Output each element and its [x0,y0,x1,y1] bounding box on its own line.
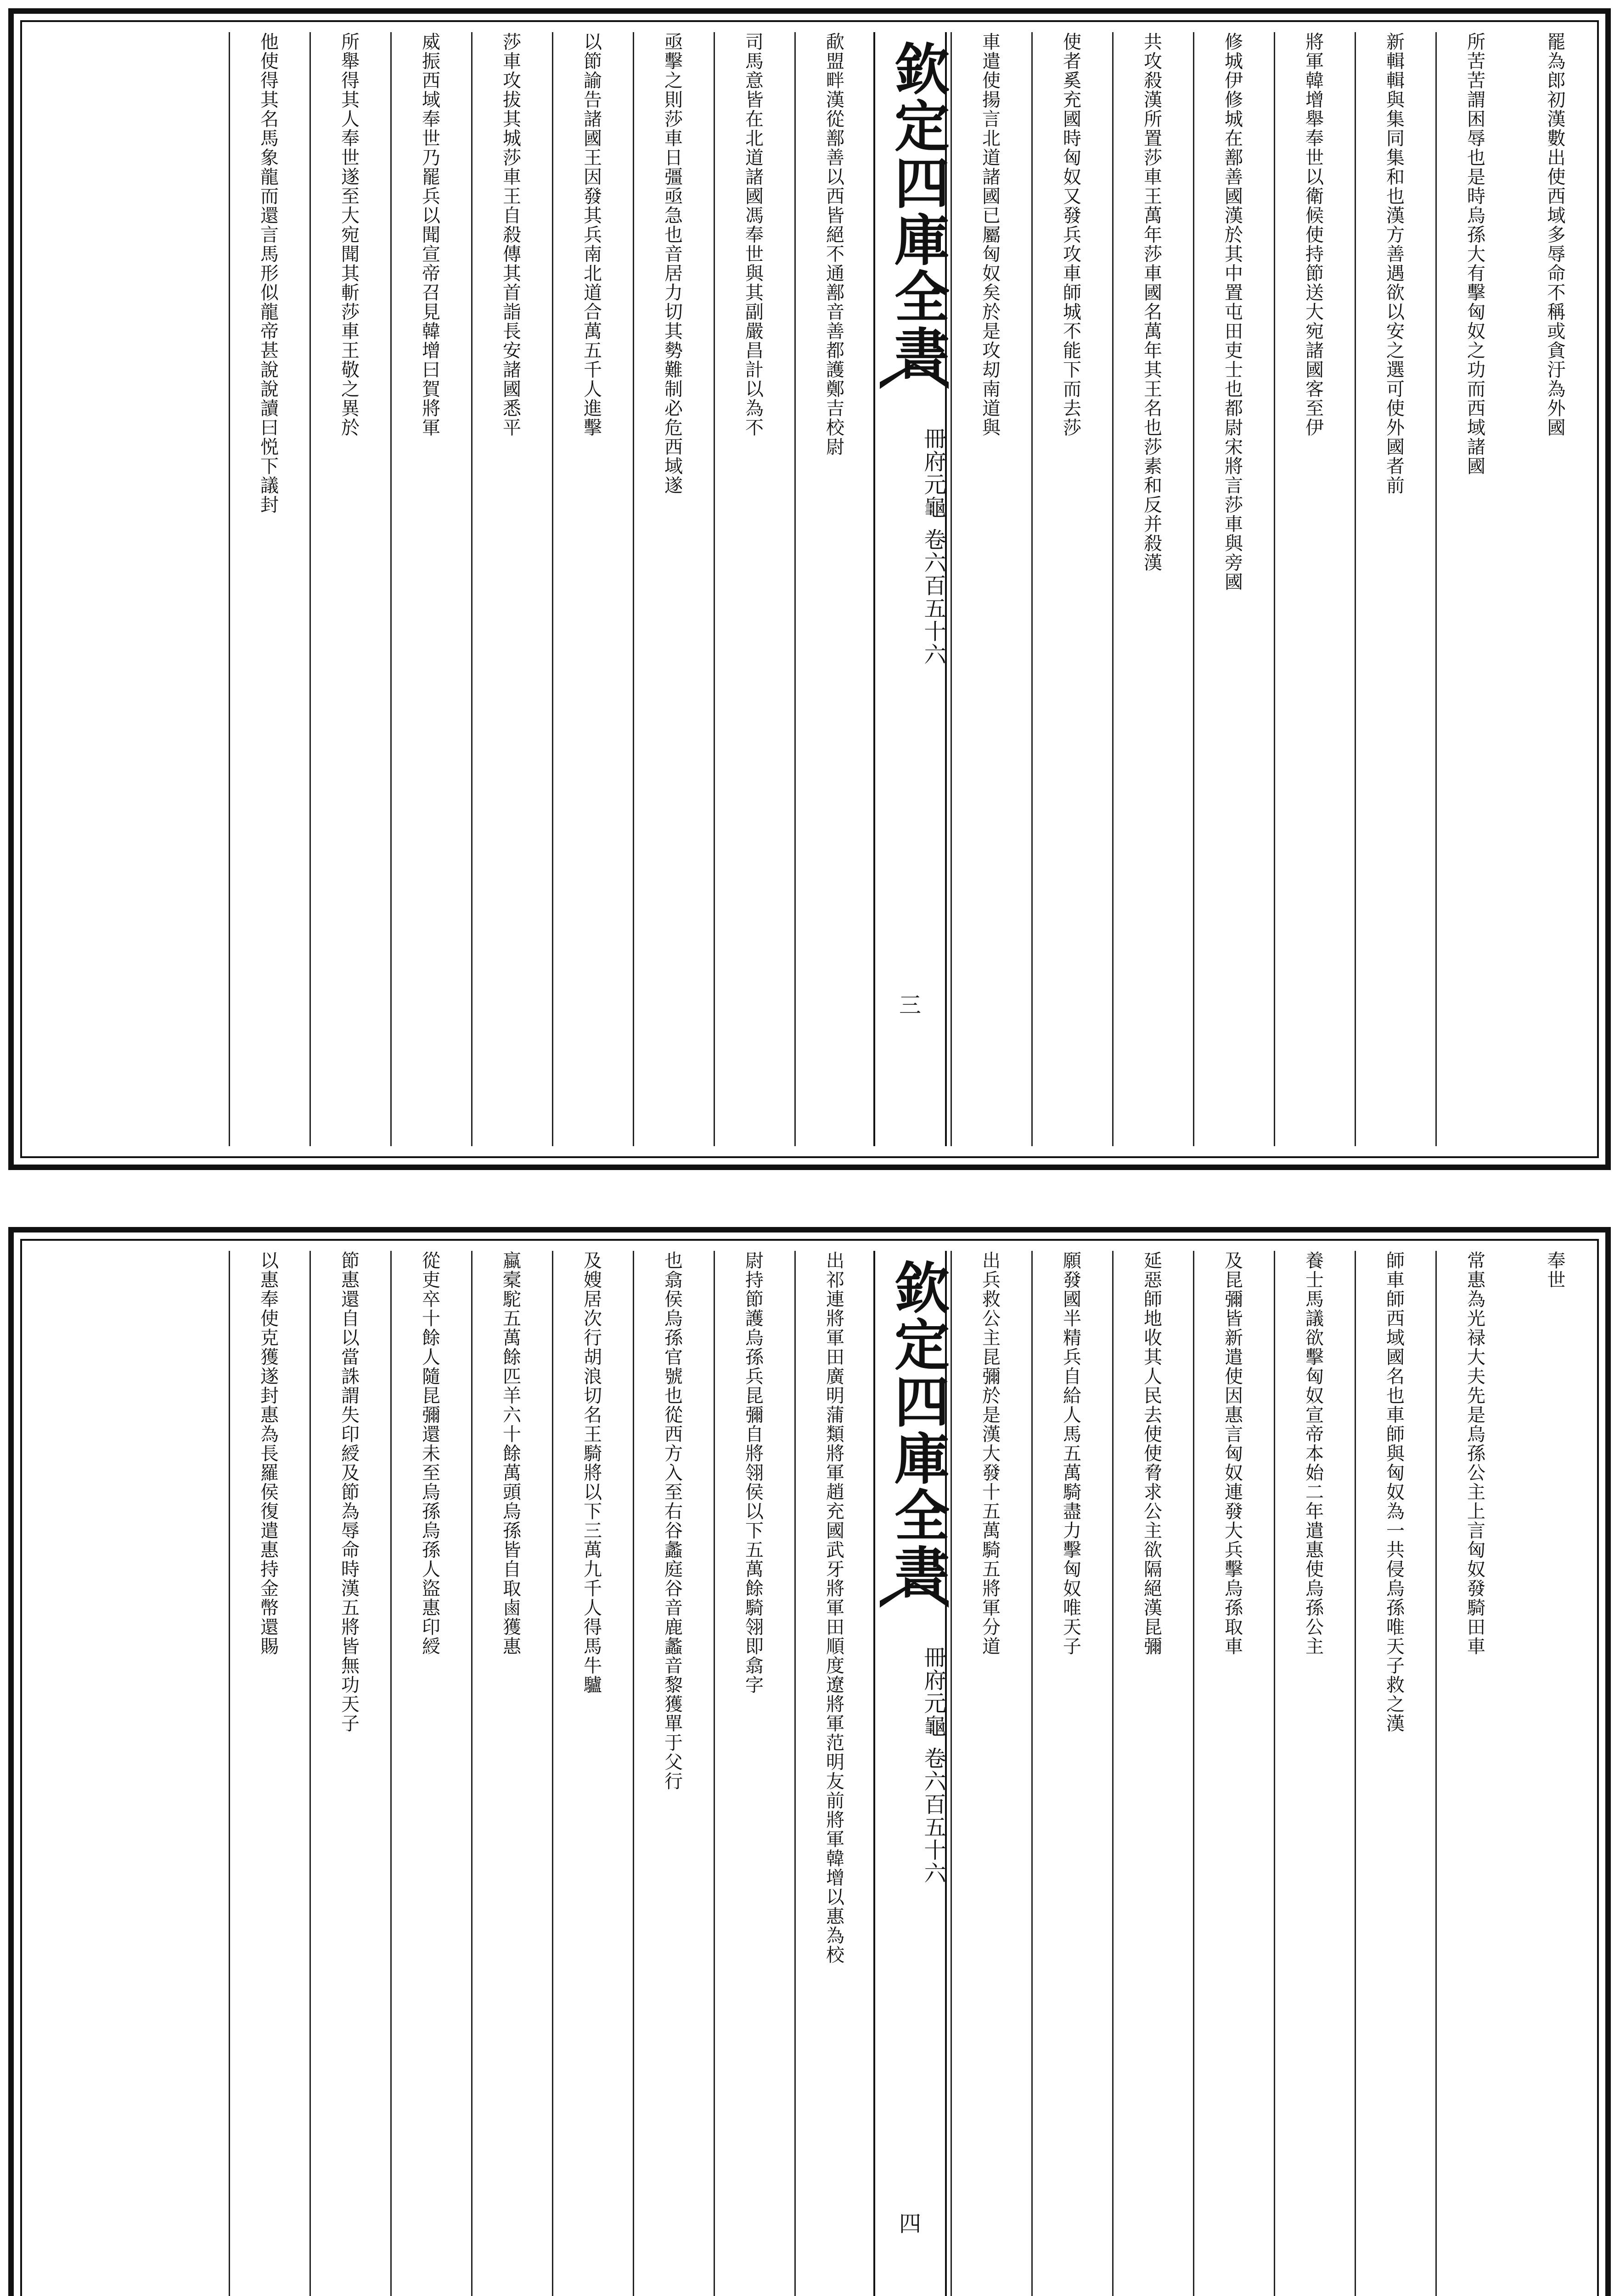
text-column: 出兵救公主昆彌於是漢大發十五萬騎五將軍分道 [951,1251,1028,2296]
text-column: 師車師西域國名也車師與匈奴為一共侵烏孫唯天子救之漢 [1355,1251,1432,2296]
text-column: 節惠還自以當誅謂失印綬及節為辱命時漢五將皆無功天子 [309,1251,387,2296]
center-banner [873,32,950,1146]
text-column: 莎車攻拔其城莎車王自殺傳其首詣長安諸國悉平 [471,32,548,1146]
text-column: 罷為郎初漢數出使西域多辱命不稱或貪汙為外國 [1544,32,1565,437]
text-column: 所舉得其人奉世遂至大宛聞其斬莎車王敬之異於 [309,32,387,1146]
text-column: 也翕侯烏孫官號也從西方入至右谷蠡庭谷音鹿蠡音黎獲單于父行 [633,1251,710,2296]
text-column: 奉世 [1544,1251,1565,1289]
text-column: 以惠奉使克獲遂封惠為長羅侯復遣惠持金幣還賜 [229,1251,306,2296]
top-page [8,8,1611,1170]
banner-page-number: 四 [899,2211,921,2237]
text-column: 威振西域奉世乃罷兵以聞宣帝召見韓增曰賀將軍 [390,32,467,1146]
fish-tail-ornament [880,1581,949,1609]
banner-source: 冊府元龜 [920,427,946,519]
text-column: 延惡師地收其人民去使使脅求公主欲隔絕漢昆彌 [1112,1251,1189,2296]
banner-title: 欽定四庫全書 [885,40,950,382]
bottom-page-frame [20,1239,1599,2296]
banner-source: 冊府元龜 [920,1646,946,1738]
text-column: 車遣使揚言北道諸國已屬匈奴矣於是攻刧南道與 [951,32,1028,1146]
top-page-frame [20,20,1599,1158]
text-column: 所苦苦謂困辱也是時烏孫大有擊匈奴之功而西域諸國 [1435,32,1513,1146]
text-column: 亟擊之則莎車日彊亟急也音居力切其勢難制必危西域遂 [633,32,710,1146]
text-column: 使者奚充國時匈奴又發兵攻車師城不能下而去莎 [1031,32,1108,1146]
banner-volume: 卷六百五十六 [920,528,946,666]
banner-page-number: 三 [899,992,921,1018]
text-column: 司馬意皆在北道諸國馮奉世與其副嚴昌計以為不 [714,32,791,1146]
text-column: 從吏卒十餘人隨昆彌還未至烏孫烏孫人盜惠印綬 [390,1251,467,2296]
banner-volume: 卷六百五十六 [920,1747,946,1885]
text-column: 他使得其名馬象龍而還言馬形似龍帝甚說說讀曰悦下議封 [229,32,306,1146]
text-column: 出祁連將軍田廣明蒲類將軍趙充國武牙將軍田順度遼將軍范明友前將軍韓增以惠為校 [794,1251,872,2296]
text-column: 常惠為光禄大夫先是烏孫公主上言匈奴發騎田車 [1435,1251,1513,2296]
text-column: 願發國半精兵自給人馬五萬騎盡力擊匈奴唯天子 [1031,1251,1108,2296]
text-column: 將軍韓增舉奉世以衛候使持節送大宛諸國客至伊 [1274,32,1351,1146]
text-column: 新輯輯與集同集和也漢方善遇欲以安之選可使外國者前 [1355,32,1432,1146]
text-column: 養士馬議欲擊匈奴宣帝本始二年遣惠使烏孫公主 [1274,1251,1351,2296]
fish-tail-ornament [880,363,949,390]
text-column: 共攻殺漢所置莎車王萬年莎車國名萬年其王名也莎素和反并殺漢 [1112,32,1189,1146]
text-column: 以節諭告諸國王因發其兵南北道合萬五千人進擊 [552,32,629,1146]
text-column: 及昆彌皆新遣使因惠言匈奴連發大兵擊烏孫取車 [1193,1251,1270,2296]
text-column: 尉持節護烏孫兵昆彌自將翎侯以下五萬餘騎翎即翕字 [714,1251,791,2296]
center-banner [873,1251,950,2296]
banner-title: 欽定四庫全書 [885,1259,950,1601]
text-column: 歃盟畔漢從鄯善以西皆絕不通鄯音善都護鄭吉校尉 [794,32,872,1146]
text-column: 及嫂居次行胡浪切名王騎將以下三萬九千人得馬牛驢 [552,1251,629,2296]
text-column: 修城伊修城在鄯善國漢於其中置屯田吏士也都尉宋將言莎車與旁國 [1193,32,1270,1146]
bottom-page [8,1227,1611,2296]
text-column: 蠃槖駝五萬餘匹羊六十餘萬頭烏孫皆自取鹵獲惠 [471,1251,548,2296]
